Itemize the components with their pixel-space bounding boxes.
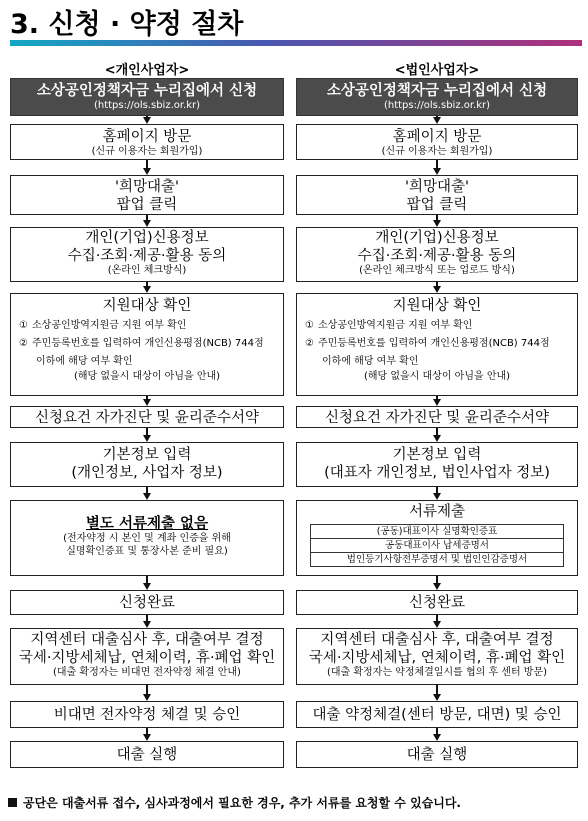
step-selfcheck-title: 신청요건 자가진단 및 윤리준수서약 xyxy=(35,410,259,426)
corp-item1-number: ① xyxy=(305,320,314,332)
step-review-line2: 국세·지방세체납, 연체이력, 휴·폐업 확인 xyxy=(18,650,276,667)
eligibility-item1: 소상공인방역지원금 지원 여부 확인 xyxy=(32,320,187,332)
corp-eligibility-item1: 소상공인방역지원금 지원 여부 확인 xyxy=(318,320,473,332)
arrow-down-icon xyxy=(433,583,441,590)
corp-step-apply-url: (https://ols.sbiz.or.kr) xyxy=(383,100,491,112)
step-basicinfo-line1: 기본정보 입력 xyxy=(102,447,192,463)
arrow-down-icon xyxy=(433,493,441,500)
step-apply-box xyxy=(10,78,284,116)
arrow-down-icon xyxy=(433,168,441,175)
step-visit-sub: (신규 이용자는 회원가입) xyxy=(91,146,203,158)
step-visit-box xyxy=(10,124,284,160)
corp-step-basicinfo-line2: (대표자 개인정보, 법인사업자 정보) xyxy=(324,465,550,482)
step-popup-box xyxy=(10,175,284,215)
corp-step-selfcheck-box xyxy=(296,406,578,428)
arrow-down-icon xyxy=(436,576,438,583)
corp-eligibility-item2b: 이하에 해당 여부 확인 xyxy=(322,356,419,368)
item1-number: ① xyxy=(19,320,28,332)
corp-eligibility-item2a: 주민등록번호를 입력하여 개인신용평점(NCB) 744점 xyxy=(318,338,550,350)
corp-eligibility-note: (해당 없을시 대상이 아님을 안내) xyxy=(363,371,511,383)
corp-step-consent-line2: 수집·조회·제공·활용 동의 xyxy=(357,248,517,265)
arrow-down-icon xyxy=(433,117,441,124)
arrow-down-icon xyxy=(143,694,151,701)
corp-step-visit-title: 홈페이지 방문 xyxy=(392,129,482,145)
arrow-down-icon xyxy=(143,493,151,500)
arrow-down-icon xyxy=(143,117,151,124)
step-documents-sub2: 실명확인증표 및 통장사본 준비 필요) xyxy=(66,545,228,557)
step-consent-box xyxy=(10,227,284,282)
corp-step-visit-box xyxy=(296,124,578,160)
arrow-down-icon xyxy=(433,734,441,741)
corp-document-2: 공동대표이사 납세증명서 xyxy=(310,539,564,553)
corp-step-eligibility-title: 지원대상 확인 xyxy=(392,298,482,314)
corp-item2-number: ② xyxy=(305,338,314,350)
corp-step-loan-title: 대출 실행 xyxy=(406,747,468,763)
corp-step-visit-sub: (신규 이용자는 회원가입) xyxy=(381,146,493,158)
corp-step-basicinfo-box xyxy=(296,442,578,487)
step-contract-box xyxy=(10,701,284,728)
arrow-down-icon xyxy=(433,399,441,406)
footer-note xyxy=(8,794,461,811)
arrow-down-icon xyxy=(433,621,441,628)
step-eligibility-title: 지원대상 확인 xyxy=(102,298,192,314)
column-header-individual: <개인사업자> xyxy=(104,63,190,78)
arrow-down-icon xyxy=(143,286,151,293)
arrow-down-icon xyxy=(436,428,438,435)
arrow-down-icon xyxy=(146,160,148,168)
step-consent-line2: 수집·조회·제공·활용 동의 xyxy=(67,248,227,265)
title-accent-bar xyxy=(10,40,582,46)
arrow-down-icon xyxy=(436,685,438,694)
arrow-down-icon xyxy=(143,220,151,227)
corp-step-complete-title: 신청완료 xyxy=(408,595,466,611)
step-apply-url: (https://ols.sbiz.or.kr) xyxy=(93,100,201,112)
arrow-down-icon xyxy=(143,168,151,175)
corp-step-selfcheck-title: 신청요건 자가진단 및 윤리준수서약 xyxy=(325,410,549,426)
step-basicinfo-box xyxy=(10,442,284,487)
corp-step-popup-line1: '희망대출' xyxy=(405,179,469,195)
corp-step-consent-sub: (온라인 체크방식 또는 업로드 방식) xyxy=(359,265,515,277)
arrow-down-icon xyxy=(143,435,151,442)
step-consent-line1: 개인(기업)신용정보 xyxy=(85,230,209,246)
step-complete-title: 신청완료 xyxy=(118,595,176,611)
arrow-down-icon xyxy=(143,399,151,406)
corp-step-loan-box xyxy=(296,741,578,768)
step-visit-title: 홈페이지 방문 xyxy=(102,129,192,145)
eligibility-item2b: 이하에 해당 여부 확인 xyxy=(36,356,133,368)
arrow-down-icon xyxy=(146,576,148,583)
step-consent-sub: (온라인 체크방식) xyxy=(107,265,187,277)
corp-step-basicinfo-line1: 기본정보 입력 xyxy=(392,447,482,463)
corp-step-complete-box xyxy=(296,590,578,615)
step-loan-title: 대출 실행 xyxy=(116,747,178,763)
step-popup-line2: 팝업 클릭 xyxy=(116,197,178,214)
step-documents-sub1: (전자약정 시 본인 및 계좌 인증을 위해 xyxy=(63,533,231,545)
eligibility-item2a: 주민등록번호를 입력하여 개인신용평점(NCB) 744점 xyxy=(32,338,264,350)
arrow-down-icon xyxy=(143,583,151,590)
arrow-down-icon xyxy=(146,428,148,435)
corp-step-review-box xyxy=(296,628,578,685)
step-selfcheck-box xyxy=(10,406,284,428)
arrow-down-icon xyxy=(146,685,148,694)
corp-step-eligibility-box xyxy=(296,293,578,396)
corp-step-consent-box xyxy=(296,227,578,282)
corp-step-popup-box xyxy=(296,175,578,215)
corp-step-documents-title: 서류제출 xyxy=(408,504,466,520)
step-review-sub: (대출 확정자는 비대면 전자약정 체결 안내) xyxy=(53,667,241,679)
step-contract-title: 비대면 전자약정 체결 및 승인 xyxy=(53,707,241,723)
arrow-down-icon xyxy=(433,694,441,701)
corp-step-documents-box xyxy=(296,500,578,576)
arrow-down-icon xyxy=(143,621,151,628)
footer-text: 공단은 대출서류 접수, 심사과정에서 필요한 경우, 추가 서류를 요청할 수 있습니다. xyxy=(23,796,461,810)
corp-step-review-line1: 지역센터 대출심사 후, 대출여부 결정 xyxy=(320,632,554,648)
step-documents-title: 별도 서류제출 없음 xyxy=(85,516,209,532)
arrow-down-icon xyxy=(433,286,441,293)
step-complete-box xyxy=(10,590,284,615)
step-review-line1: 지역센터 대출심사 후, 대출여부 결정 xyxy=(30,632,264,648)
arrow-down-icon xyxy=(143,734,151,741)
step-loan-box xyxy=(10,741,284,768)
arrow-down-icon xyxy=(436,160,438,168)
corp-step-review-line2: 국세·지방세체납, 연체이력, 휴·폐업 확인 xyxy=(308,650,566,667)
corp-step-consent-line1: 개인(기업)신용정보 xyxy=(375,230,499,246)
eligibility-note: (해당 없을시 대상이 아님을 안내) xyxy=(73,371,221,383)
corp-step-apply-box xyxy=(296,78,578,116)
page-title: 3. 신청 · 약정 절차 xyxy=(10,9,244,40)
item2-number: ② xyxy=(19,338,28,350)
corp-document-3: 법인등기사항전부증명서 및 법인인감증명서 xyxy=(310,553,564,567)
column-header-corporate: <법인사업자> xyxy=(394,63,480,78)
arrow-down-icon xyxy=(433,220,441,227)
corp-step-contract-box xyxy=(296,701,578,728)
step-review-box xyxy=(10,628,284,685)
step-documents-box xyxy=(10,500,284,576)
corp-step-contract-title: 대출 약정체결(센터 방문, 대면) 및 승인 xyxy=(312,707,562,723)
corp-step-apply-title: 소상공인정책자금 누리집에서 신청 xyxy=(326,83,548,99)
arrow-down-icon xyxy=(433,435,441,442)
corp-document-1: (공동)대표이사 실명확인증표 xyxy=(310,524,564,539)
bullet-square-icon xyxy=(8,798,17,807)
corp-step-review-sub: (대출 확정자는 약정체결일시를 협의 후 센터 방문) xyxy=(326,667,548,679)
step-popup-line1: '희망대출' xyxy=(115,179,179,195)
step-apply-title: 소상공인정책자금 누리집에서 신청 xyxy=(36,83,258,99)
step-eligibility-box xyxy=(10,293,284,396)
step-basicinfo-line2: (개인정보, 사업자 정보) xyxy=(71,465,223,482)
corp-step-popup-line2: 팝업 클릭 xyxy=(406,197,468,214)
